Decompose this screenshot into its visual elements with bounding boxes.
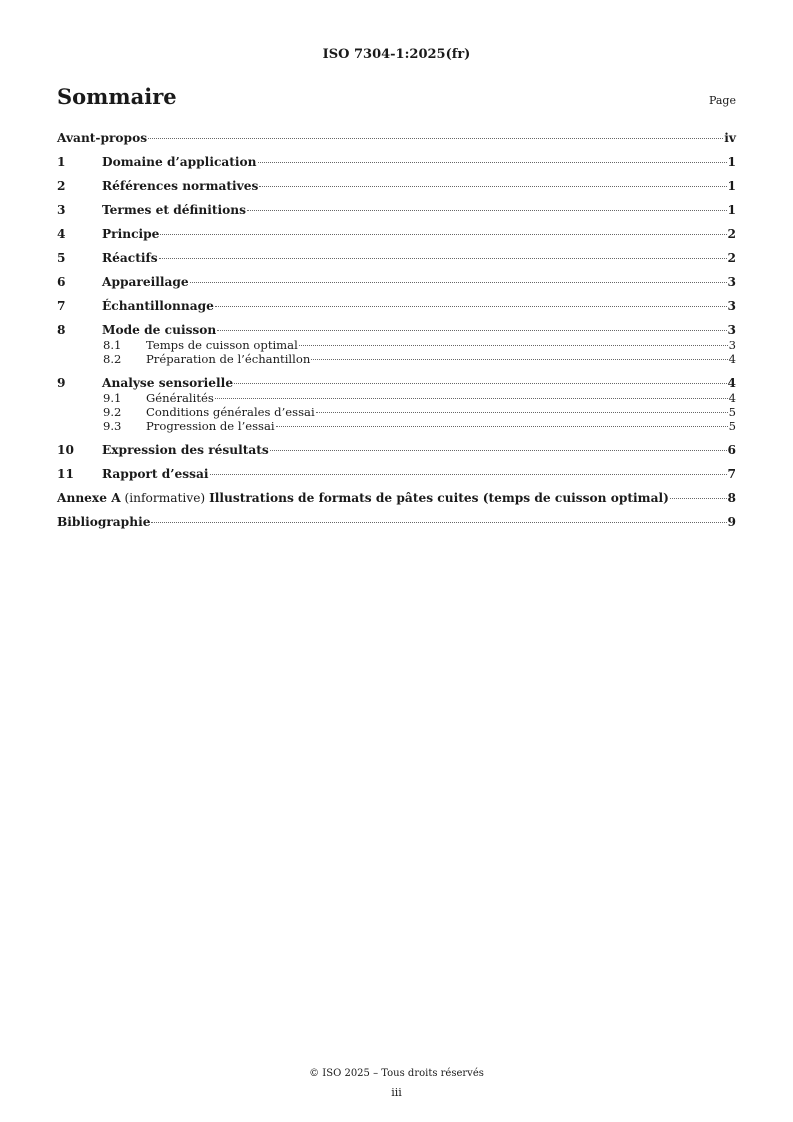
toc-entry-page: 7: [727, 467, 736, 481]
toc-entry-label: [102, 275, 189, 289]
toc-entry[interactable]: [57, 299, 736, 313]
toc-entry[interactable]: [57, 275, 736, 289]
dot-leader: [270, 450, 727, 451]
toc-entry[interactable]: [57, 203, 736, 217]
toc-entry-page: 2: [727, 227, 736, 241]
toc-entry[interactable]: [57, 131, 736, 145]
toc-entry-title: Principe: [102, 227, 160, 241]
toc-entry[interactable]: [57, 467, 736, 481]
toc-entry-label: [102, 227, 159, 241]
toc-entry-title: Temps de cuisson optimal: [146, 338, 298, 352]
toc-entry[interactable]: [57, 155, 736, 169]
toc-entry-number: 7: [57, 299, 66, 313]
toc-entry-page: 1: [727, 155, 736, 169]
toc-title-row: [57, 84, 736, 114]
annex-title: Illustrations de formats de pâtes cuites (temps de cuisson optimal): [209, 491, 669, 505]
toc-entry-label: [102, 203, 246, 217]
toc-entry-title: Mode de cuisson: [102, 323, 217, 337]
toc-entry-label: [146, 406, 315, 419]
toc-entry-page: 1: [727, 179, 736, 193]
toc-entry[interactable]: [57, 515, 736, 529]
dot-leader: [190, 282, 727, 283]
toc-entry-title: Réactifs: [102, 251, 158, 265]
toc-entry-page: 9: [727, 515, 736, 529]
toc-entry-number: 8.1: [103, 338, 122, 352]
toc-entry-title: Avant-propos: [57, 131, 148, 145]
dot-leader: [217, 330, 726, 331]
toc-entry-number: 1: [57, 155, 66, 169]
toc-entry-page: 3: [727, 323, 736, 337]
toc-entry-page: iv: [724, 131, 736, 145]
dot-leader: [215, 306, 727, 307]
toc-entry[interactable]: [57, 443, 736, 457]
toc-entry-number: 8: [57, 323, 66, 337]
toc-entry-number: 9: [57, 376, 66, 390]
toc-entry-title: Progression de l’essai: [146, 419, 275, 433]
toc-entry-title: Annexe A: [57, 491, 121, 505]
toc-entry-number: 9.2: [103, 405, 122, 419]
toc-entry-title: Références normatives: [102, 179, 259, 193]
toc-subentry[interactable]: [57, 406, 736, 419]
toc-entry-number: 10: [57, 443, 74, 457]
dot-leader: [148, 138, 723, 139]
dot-leader: [258, 162, 727, 163]
page-column-label: Page: [708, 94, 736, 107]
toc-entry-page: 3: [727, 299, 736, 313]
toc-entry-title: Domaine d’application: [102, 155, 257, 169]
toc-entry-number: 3: [57, 203, 66, 217]
dot-leader: [299, 345, 728, 346]
dot-leader: [234, 383, 726, 384]
toc-entry-number: 11: [57, 467, 74, 481]
document-id-header: ISO 7304-1:2025(fr): [322, 47, 471, 62]
toc-entry-page: 5: [728, 419, 736, 433]
toc-entry-title: Expression des résultats: [102, 443, 269, 457]
toc-entry-title: Analyse sensorielle: [102, 376, 234, 390]
toc-entry-page: 4: [727, 376, 736, 390]
toc-subentry[interactable]: [57, 339, 736, 352]
dot-leader: [316, 412, 728, 413]
toc-entry[interactable]: [57, 323, 736, 337]
dot-leader: [276, 426, 728, 427]
toc-entry-label: [57, 491, 669, 505]
toc-entry-title: Termes et définitions: [102, 203, 246, 217]
toc-entry-label: [102, 376, 233, 390]
toc-entry-page: 6: [727, 443, 736, 457]
dot-leader: [151, 522, 726, 523]
toc-entry[interactable]: [57, 376, 736, 390]
toc-entry-label: [102, 179, 258, 193]
toc-entry[interactable]: [57, 227, 736, 241]
annex-type: (informative): [120, 491, 210, 505]
toc-entry-number: 9.3: [103, 419, 122, 433]
toc-entry-number: 2: [57, 179, 66, 193]
toc-entry[interactable]: [57, 491, 736, 505]
toc-entry-label: [102, 299, 214, 313]
toc-entry-label: [146, 392, 214, 405]
toc-entry-page: 3: [728, 338, 736, 352]
toc-entry-number: 5: [57, 251, 66, 265]
dot-leader: [670, 498, 727, 499]
toc-subentry[interactable]: [57, 420, 736, 433]
toc-entry-number: 6: [57, 275, 66, 289]
toc-entry-page: 1: [727, 203, 736, 217]
table-of-contents: [57, 131, 736, 529]
toc-entry-title: Échantillonnage: [102, 299, 214, 313]
toc-entry-page: 3: [727, 275, 736, 289]
toc-entry-title: Rapport d’essai: [102, 467, 209, 481]
toc-entry-label: [146, 353, 310, 366]
dot-leader: [247, 210, 727, 211]
copyright-footer: © ISO 2025 – Tous droits réservés: [309, 1068, 484, 1079]
toc-entry-title: Bibliographie: [57, 515, 151, 529]
toc-entry-page: 4: [728, 352, 736, 366]
toc-subentry[interactable]: [57, 353, 736, 366]
dot-leader: [210, 474, 727, 475]
toc-entry-label: [102, 443, 269, 457]
dot-leader: [311, 359, 727, 360]
toc-entry-number: 4: [57, 227, 66, 241]
toc-entry-page: 5: [728, 405, 736, 419]
dot-leader: [215, 398, 728, 399]
toc-entry-number: 9.1: [103, 391, 122, 405]
toc-entry-title: Appareillage: [102, 275, 189, 289]
toc-entry-title: Généralités: [146, 391, 214, 405]
toc-subentry[interactable]: [57, 392, 736, 405]
page-number: iii: [391, 1086, 402, 1099]
toc-entry-page: 4: [728, 391, 736, 405]
toc-entry-label: [102, 467, 209, 481]
toc-entry-label: [102, 251, 158, 265]
dot-leader: [259, 186, 726, 187]
toc-entry-title: Conditions générales d’essai: [146, 405, 315, 419]
toc-entry-label: [146, 339, 298, 352]
toc-entry-label: [57, 515, 150, 529]
toc-title: Sommaire: [57, 84, 177, 109]
toc-entry-page: 8: [727, 491, 736, 505]
toc-entry[interactable]: [57, 251, 736, 265]
toc-entry-label: [57, 131, 147, 145]
dot-leader: [160, 234, 726, 235]
toc-entry-page: 2: [727, 251, 736, 265]
toc-entry-label: [102, 155, 257, 169]
toc-entry-title: Préparation de l’échantillon: [146, 352, 311, 366]
toc-entry[interactable]: [57, 179, 736, 193]
toc-entry-label: [102, 323, 216, 337]
toc-entry-label: [146, 420, 275, 433]
toc-entry-number: 8.2: [103, 352, 122, 366]
dot-leader: [159, 258, 727, 259]
